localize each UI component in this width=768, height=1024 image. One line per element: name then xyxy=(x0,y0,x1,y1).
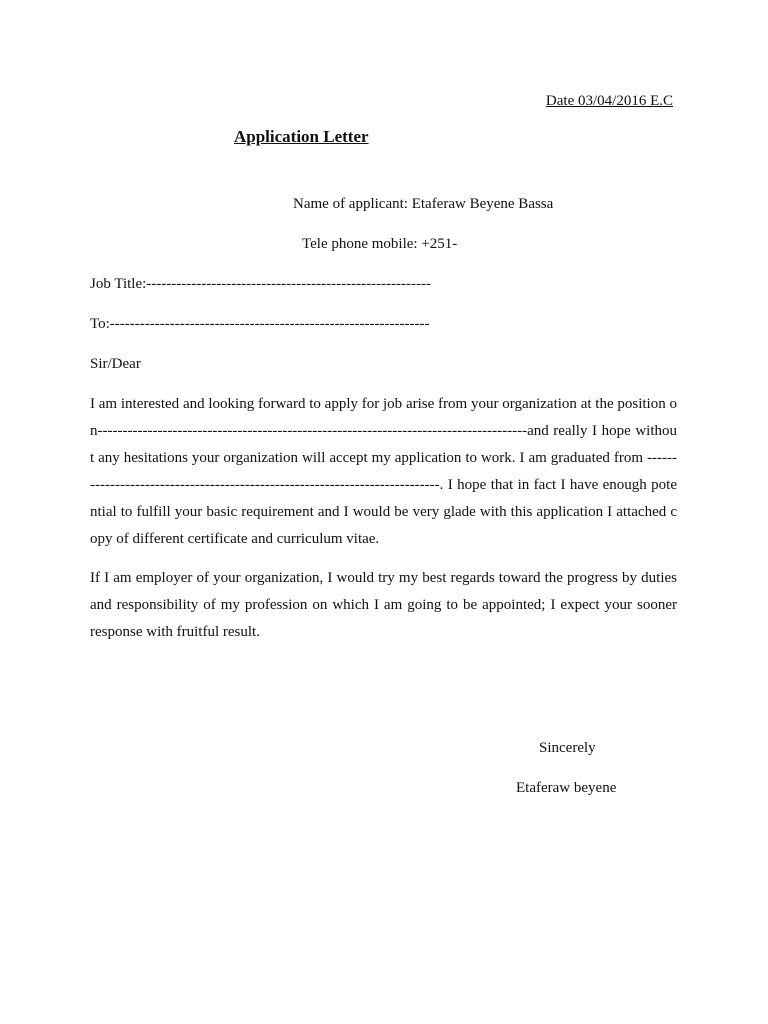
closing: Sincerely xyxy=(539,740,596,756)
job-title-field: Job Title:--------------------------------------------------------- xyxy=(90,276,432,292)
body-paragraph-2: If I am employer of your organization, I would try my best regards toward the progress by duties and responsibility of my profession on which I am going to be appointed; I expect your sooner response with fruitful result. xyxy=(90,570,677,640)
recipient-field: To:---------------------------------------------------------------- xyxy=(90,316,430,332)
signature-name: Etaferaw beyene xyxy=(516,780,617,796)
applicant-name: Name of applicant: Etaferaw Beyene Bassa xyxy=(293,196,554,212)
salutation: Sir/Dear xyxy=(90,356,141,372)
letter-title: Application Letter xyxy=(234,127,369,146)
letter-date: Date 03/04/2016 E.C xyxy=(545,93,673,109)
applicant-phone: Tele phone mobile: +251- xyxy=(302,236,458,252)
body-paragraph-1: I am interested and looking forward to apply for job arise from your organization at the position on--------------------------------------------------------------------------------------and really I hope without any hesitations your organization will accept my application to work. I am graduated from ----------------------------------------------------------------------------. I hope that in fact I have enough potential to fulfill your basic requirement and I would be very glade with this application I attached copy of different certificate and curriculum vitae. xyxy=(90,396,677,547)
